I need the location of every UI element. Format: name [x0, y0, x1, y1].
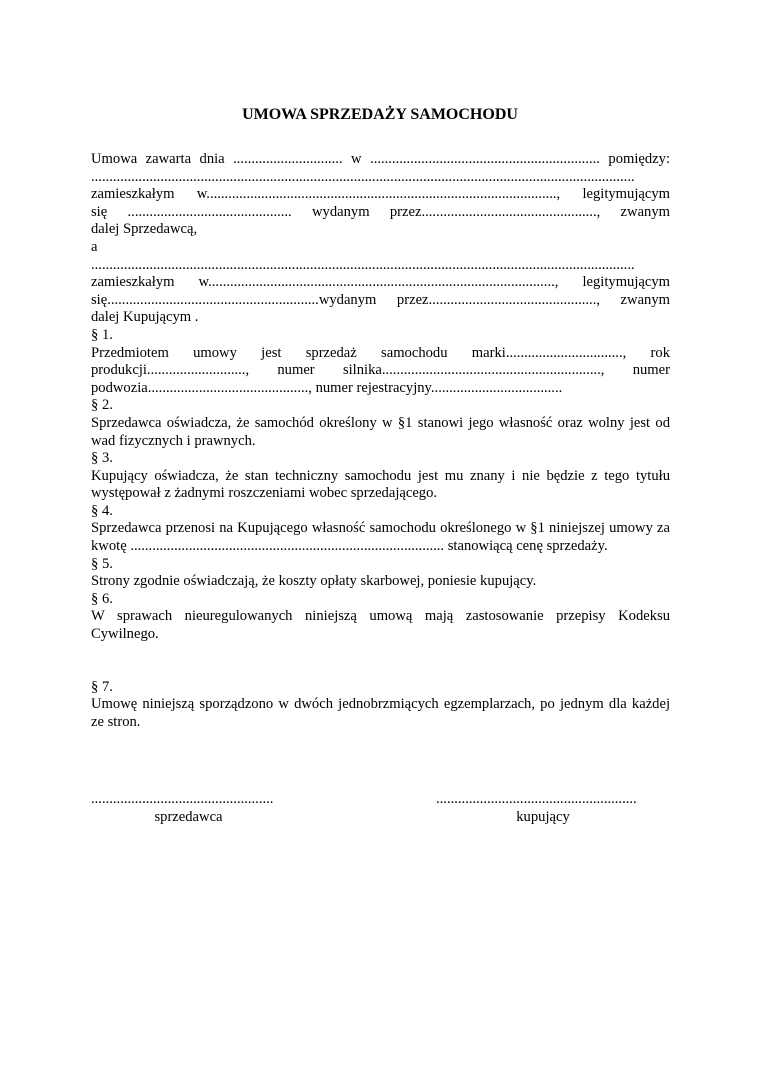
buyer-signature-label: kupujący	[516, 809, 570, 825]
section-6-heading: § 6.	[91, 590, 113, 607]
party-one-name-line: .....................................................................................................................................................	[91, 168, 635, 185]
buyer-signature-line: .......................................................	[436, 791, 637, 807]
section-3-heading: § 3.	[91, 450, 113, 467]
section-5-text: Strony zgodnie oświadczają, że koszty opłaty skarbowej, poniesie kupujący.	[91, 573, 537, 590]
section-2-text: Sprzedawca oświadcza, że samochód określony w §1 stanowi jego własność oraz wolny jest od wad fizycznych i prawnych.	[91, 414, 670, 449]
buyer-named-line: dalej Kupującym .	[91, 309, 199, 326]
section-2-heading: § 2.	[91, 397, 113, 414]
buyer-id-line: się..........................................................wydanym przez.............................................., zwanym	[91, 291, 670, 308]
section-7-text: Umowę niniejszą sporządzono w dwóch jednobrzmiących egzemplarzach, po jednym dla każdej ze stron.	[91, 696, 670, 730]
seller-named-line: dalej Sprzedawcą,	[91, 221, 198, 238]
seller-address-line: zamieszkałym w................................................................................................, legitymującym	[91, 186, 670, 203]
intro-line: Umowa zawarta dnia .............................. w ............................................................... pomiędzy:	[91, 151, 670, 167]
seller-id-line: się ............................................. wydanym przez................................................, zwanym	[91, 203, 670, 220]
and-line: a	[91, 238, 98, 255]
section-4-heading: § 4.	[91, 502, 113, 519]
seller-signature-block	[91, 790, 286, 826]
section-3-text: Kupujący oświadcza, że stan techniczny samochodu jest mu znany i nie będzie z tego tytułu występował z żadnymi roszczeniami wobec sprzedającego.	[91, 467, 670, 502]
section-1-text: Przedmiotem umowy jest sprzedaż samochodu marki................................, rok produkcji..........................., numer silnika............................................................, numer podwozia............................................, numer rejestracyjny....................................	[91, 344, 670, 396]
seller-signature-line: ..................................................	[91, 791, 274, 807]
buyer-signature-block	[436, 790, 650, 826]
buyer-address-line: zamieszkałym w..............................................................................................., legitymującym	[91, 274, 670, 291]
party-two-name-line: .....................................................................................................................................................	[91, 256, 635, 273]
document-title: UMOWA SPRZEDAŻY SAMOCHODU	[242, 106, 518, 123]
section-5-heading: § 5.	[91, 555, 113, 572]
contract-body	[91, 151, 670, 731]
spacer	[91, 644, 670, 679]
section-4-text: Sprzedawca przenosi na Kupującego własność samochodu określonego w §1 niniejszej umowy za kwotę ...................................................................................... stanowiącą cenę sprzedaży.	[91, 520, 670, 555]
section-1-heading: § 1.	[91, 326, 113, 343]
section-7-heading: § 7.	[91, 678, 113, 695]
seller-signature-label: sprzedawca	[154, 809, 223, 825]
section-6-text: W sprawach nieuregulowanych niniejszą umową mają zastosowanie przepisy Kodeksu Cywilnego.	[91, 608, 670, 643]
